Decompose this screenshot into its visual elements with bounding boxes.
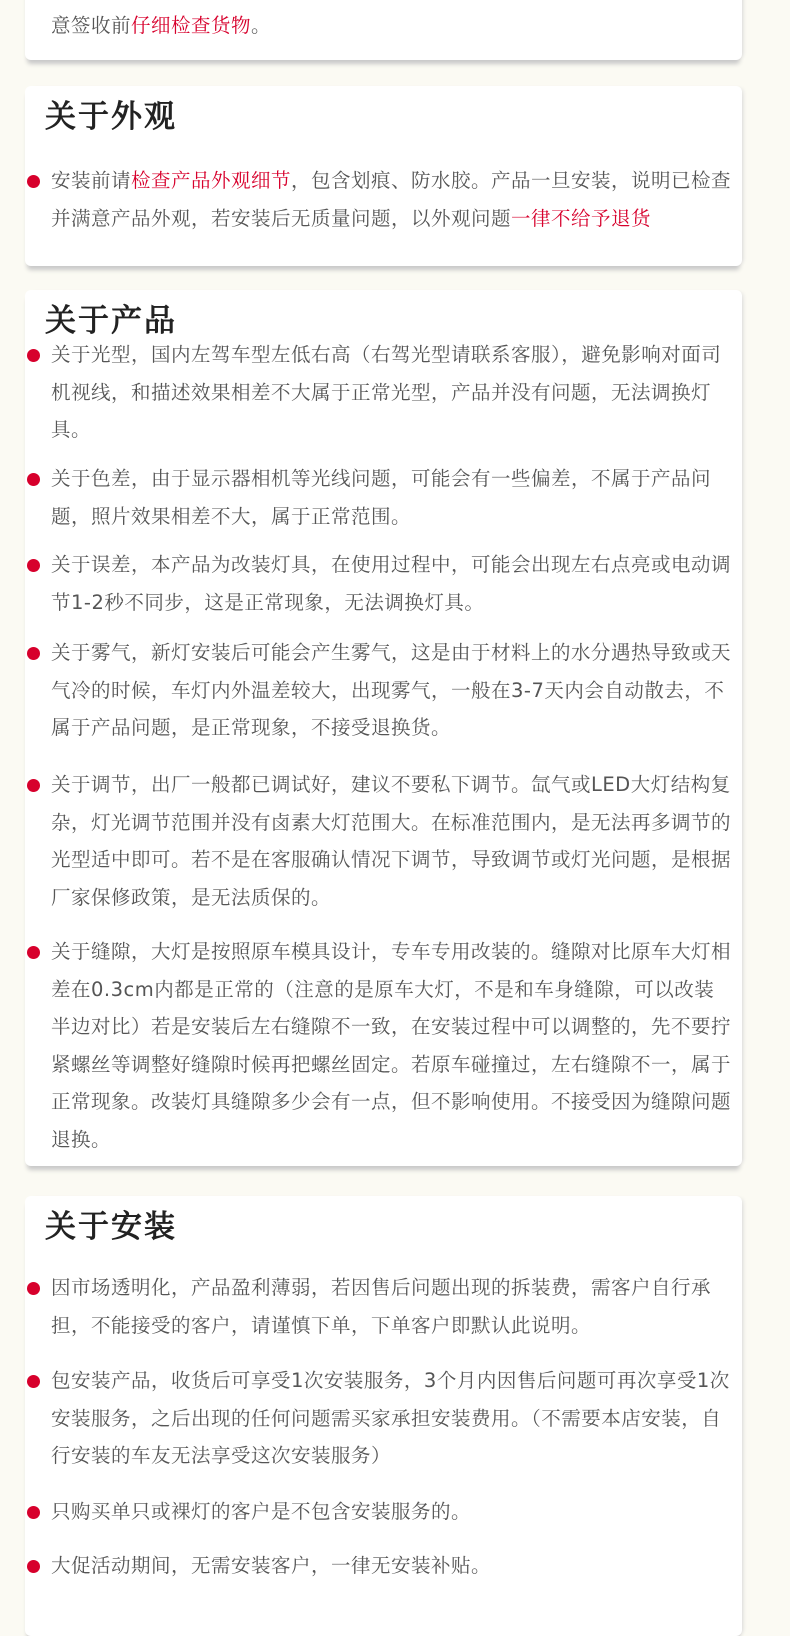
bullet-dot-icon [27,175,40,188]
product-item-text: 关于色差，由于显示器相机等光线问题，可能会有一些偏差，不属于产品问题，照片效果相差不大，属于正常范围。 [51,467,712,528]
product-item-text: 关于雾气，新灯安装后可能会产生雾气，这是由于材料上的水分遇热导致或天气冷的时候，车灯内外温差较大，出现雾气，一般在3-7天内会自动散去，不属于产品问题，是正常现象，不接受退换货。 [51,641,732,739]
install-title: 关于安装 [45,1209,177,1245]
appearance-item-text: 安装前请检查产品外观细节，包含划痕、防水胶。产品一旦安装，说明已检查并满意产品外观，若安装后无质量问题，以外观问题一律不给予退货 [51,169,732,230]
appearance-card [25,86,742,266]
product-card [25,290,742,1166]
install-item-text: 包安装产品，收货后可享受1次安装服务，3个月内因售后问题可再次享受1次安装服务，之后出现的任何问题需买家承担安装费用。（不需要本店安装，自行安装的车友无法享受这次安装服务） [51,1369,730,1467]
bullet-dot-icon [27,559,40,572]
bullet-dot-icon [27,349,40,362]
bullet-dot-icon [27,1282,40,1295]
product-item-text: 关于误差，本产品为改装灯具，在使用过程中，可能会出现左右点亮或电动调节1-2秒不同步，这是正常现象，无法调换灯具。 [51,553,732,614]
bullet-dot-icon [27,1560,40,1573]
appearance-title: 关于外观 [45,99,177,135]
bullet-dot-icon [27,779,40,792]
product-item-text: 关于光型，国内左驾车型左低右高（右驾光型请联系客服），避免影响对面司机视线，和描述效果相差不大属于正常光型，产品并没有问题，无法调换灯具。 [51,343,722,441]
bullet-dot-icon [27,647,40,660]
bullet-dot-icon [27,473,40,486]
bullet-dot-icon [27,1375,40,1388]
bullet-dot-icon [27,946,40,959]
bullet-dot-icon [27,1506,40,1519]
top-notice-card [25,0,742,60]
top-notice-text: 意签收前仔细检查货物。 [51,14,272,37]
install-item-text: 因市场透明化，产品盈利薄弱，若因售后问题出现的拆装费，需客户自行承担，不能接受的客户，请谨慎下单，下单客户即默认此说明。 [51,1276,712,1337]
product-item-text: 关于调节，出厂一般都已调试好，建议不要私下调节。氙气或LED大灯结构复杂，灯光调节范围并没有卤素大灯范围大。在标准范围内，是无法再多调节的光型适中即可。若不是在客服确认情况下调节，导致调节或灯光问题，是根据厂家保修政策，是无法质保的。 [51,773,732,909]
install-card [25,1196,742,1636]
install-item-text: 只购买单只或裸灯的客户是不包含安装服务的。 [51,1500,472,1523]
install-item-text: 大促活动期间，无需安装客户，一律无安装补贴。 [51,1554,492,1577]
product-item-text: 关于缝隙，大灯是按照原车模具设计，专车专用改装的。缝隙对比原车大灯相差在0.3cm内都是正常的（注意的是原车大灯，不是和车身缝隙，可以改装半边对比）若是安装后左右缝隙不一致，在安装过程中可以调整的，先不要拧紧螺丝等调整好缝隙时候再把螺丝固定。若原车碰撞过，左右缝隙不一，属于正常现象。改装灯具缝隙多少会有一点，但不影响使用。不接受因为缝隙问题退换。 [51,940,732,1151]
product-title: 关于产品 [45,303,177,339]
